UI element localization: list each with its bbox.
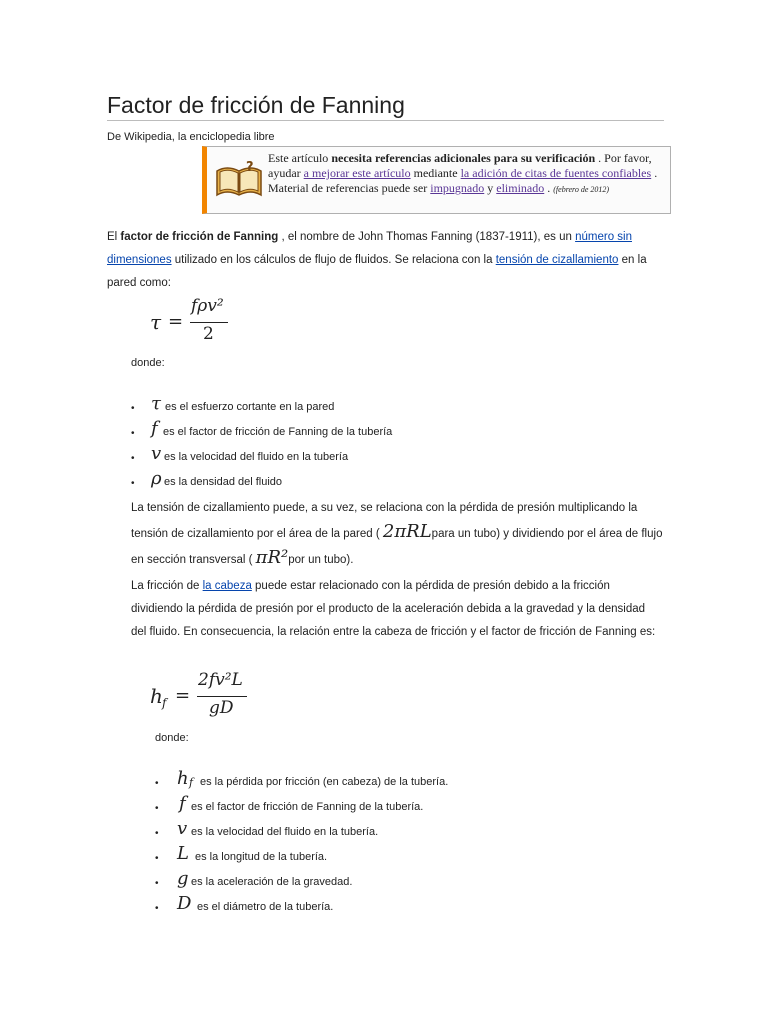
list-item: • f es el factor de fricción de Fanning de la tubería <box>131 418 393 439</box>
intro-paragraph: El factor de fricción de Fanning , el nombre de John Thomas Fanning (1837-1911), es un número sin dimensiones utilizado en los cálculos de flujo de fluidos. Se relaciona con la tensión de cizallamiento en la pared como: <box>107 231 647 289</box>
notice-text: Este artículo necesita referencias adicionales para su verificación . Por favor, ayudar a mejorar este artículo mediante la adición de citas de fuentes confiables . Material de referencias puede ser impugnado y eliminado . (febrero de 2012) <box>268 151 658 195</box>
removed-link[interactable]: eliminado <box>496 181 545 195</box>
variables-list-1 <box>131 393 631 497</box>
pressure-drop-paragraph: La tensión de cizallamiento puede, a su vez, se relaciona con la pérdida de presión multiplicando la tensión de cizallamiento por el área de la pared ( 2πRLpara un tubo) y dividiendo por el área de flujo en sección transversal ( πR²por un tubo). <box>131 502 663 568</box>
list-item: • ρ es la densidad del fluido <box>131 468 283 489</box>
variables-list-2 <box>155 768 635 922</box>
head-link[interactable]: la cabeza <box>202 580 252 592</box>
list-item: • g es la aceleración de la gravedad. <box>155 868 353 889</box>
shear-stress-link[interactable]: tensión de cizallamiento <box>495 254 619 266</box>
list-item: • f es el factor de fricción de Fanning de la tubería. <box>155 793 424 814</box>
list-item: • h f es la pérdida por fricción (en cabeza) de la tubería. <box>155 768 449 789</box>
tagline: De Wikipedia, la enciclopedia libre <box>107 131 275 143</box>
where-label-1: donde: <box>131 357 165 369</box>
references-notice-box <box>202 146 671 214</box>
svg-text:?: ? <box>246 160 254 175</box>
improve-article-link[interactable]: a mejorar este artículo <box>303 166 411 180</box>
list-item: • v es la velocidad del fluido en la tubería. <box>155 818 379 839</box>
list-item: • L es la longitud de la tubería. <box>155 843 328 864</box>
list-item: • D es el diámetro de la tubería. <box>155 893 334 914</box>
page-title: Factor de fricción de Fanning <box>107 92 405 118</box>
list-item: • τ es el esfuerzo cortante en la pared <box>131 393 335 414</box>
notice-date: (febrero de 2012) <box>553 185 610 194</box>
add-citations-link[interactable]: la adición de citas de fuentes confiables <box>460 166 652 180</box>
head-loss-paragraph: La fricción de la cabeza puede estar relacionado con la pérdida de presión debido a la fricción dividiendo la pérdida de presión por el producto de la aceleración debida a la gravedad y la densidad del fluido. En consecuencia, la relación entre la cabeza de fricción y el factor de fricción de Fanning es: <box>131 580 656 638</box>
dimensionless-number-link[interactable]: número sin dimensiones <box>107 231 632 266</box>
book-question-icon <box>213 157 265 201</box>
where-label-2: donde: <box>155 732 189 744</box>
title-divider <box>107 120 664 121</box>
list-item: • v es la velocidad del fluido en la tubería <box>131 443 349 464</box>
challenged-link[interactable]: impugnado <box>430 181 485 195</box>
